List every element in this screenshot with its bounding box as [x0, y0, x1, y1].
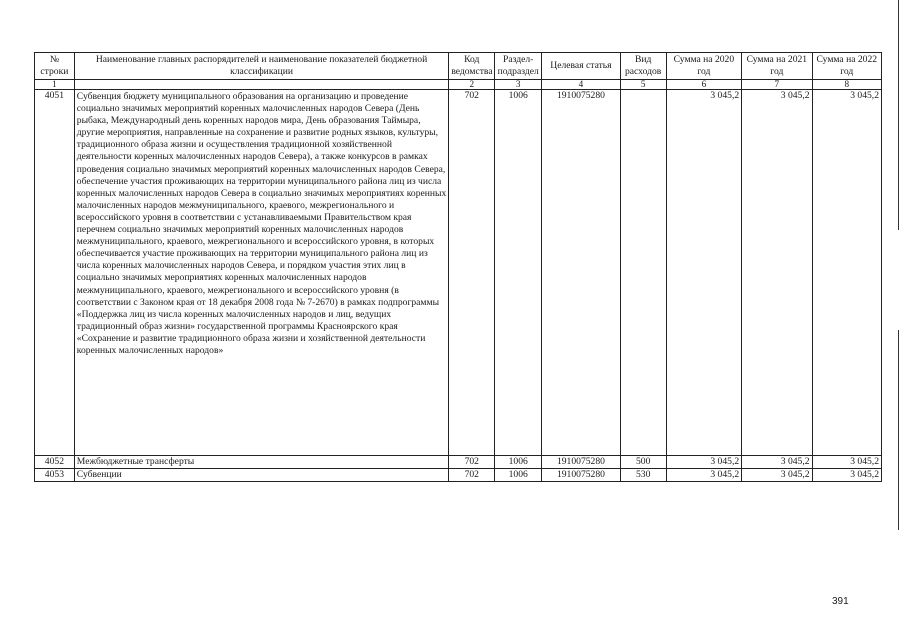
column-number-8: 8 — [812, 80, 881, 90]
row-expense-type: 530 — [620, 469, 666, 482]
column-number-row — [35, 80, 882, 90]
budget-table — [34, 52, 882, 482]
page-number: 391 — [832, 596, 849, 607]
row-sum-2021: 3 045,2 — [742, 456, 812, 469]
table-row — [35, 456, 882, 469]
scan-edge-line — [898, 0, 899, 230]
header-name: Наименование главных распорядителей и наименование показателей бюджетной классификации — [74, 53, 449, 80]
column-number-2: 2 — [449, 80, 495, 90]
row-number: 4051 — [35, 90, 75, 456]
row-sum-2022: 3 045,2 — [812, 456, 881, 469]
row-dept-code: 702 — [449, 90, 495, 456]
header-expense-type: Вид расходов — [620, 53, 666, 80]
row-dept-code: 702 — [449, 456, 495, 469]
row-expense-type: 500 — [620, 456, 666, 469]
row-sum-2021: 3 045,2 — [742, 469, 812, 482]
column-number-7: 7 — [742, 80, 812, 90]
row-number: 4052 — [35, 456, 75, 469]
row-name: Субвенция бюджету муниципального образования на организацию и проведение социально значимых мероприятий коренных малочисленных народов Севера (День рыбака, Международный день коренных народов мира, День образования Таймыра, другие мероприятия, направленные на сохранение и развитие родных языков, культуры, традиционного образа жизни и осуществления традиционной хозяйственной деятельности коренных малочисленных народов Севера), а также конкурсов в рамках проведения социально значимых мероприятий коренных малочисленных народов Севера, обеспечение участия проживающих на территории муниципального района лиц из числа коренных малочисленных народов Севера в социально значимых мероприятиях коренных малочисленных народов межмуниципального, краевого, межрегионального и всероссийского уровня в соответствии с устанавливаемыми Правительством края перечнем социально значимых мероприятий коренных малочисленных народов межмуниципального, краевого, межрегионального и всероссийского уровня, в которых обеспечивается участие проживающих на территории муниципального района лиц из числа коренных малочисленных народов Севера, и порядком участия этих лиц в социально значимых мероприятиях коренных малочисленных народов межмуниципального, краевого, межрегионального и всероссийского уровня (в соответствии с Законом края от 18 декабря 2008 года № 7-2670) в рамках подпрограммы «Поддержка лиц из числа коренных малочисленных народов и лиц, ведущих традиционный образ жизни» государственной программы Красноярского края «Сохранение и развитие традиционного образа жизни и хозяйственной деятельности коренных малочисленных народов» — [74, 90, 449, 456]
row-name: Межбюджетные трансферты — [74, 456, 449, 469]
header-dept-code: Код ведомства — [449, 53, 495, 80]
row-sum-2022: 3 045,2 — [812, 90, 881, 456]
column-number-6: 6 — [666, 80, 742, 90]
header-sum-2020: Сумма на 2020 год — [666, 53, 742, 80]
row-target: 1910075280 — [542, 469, 621, 482]
row-section: 1006 — [495, 456, 542, 469]
row-sum-2020: 3 045,2 — [666, 456, 742, 469]
scan-edge-line — [898, 330, 899, 530]
header-target: Целевая статья — [542, 53, 621, 80]
column-number-1: 1 — [35, 80, 75, 90]
row-number: 4053 — [35, 469, 75, 482]
row-name: Субвенции — [74, 469, 449, 482]
row-sum-2020: 3 045,2 — [666, 469, 742, 482]
row-section: 1006 — [495, 469, 542, 482]
row-sum-2022: 3 045,2 — [812, 469, 881, 482]
header-sum-2021: Сумма на 2021 год — [742, 53, 812, 80]
column-number-1b — [74, 80, 449, 90]
column-number-4: 4 — [542, 80, 621, 90]
row-target: 1910075280 — [542, 456, 621, 469]
table-row — [35, 90, 882, 456]
row-sum-2021: 3 045,2 — [742, 90, 812, 456]
column-number-3: 3 — [495, 80, 542, 90]
row-target: 1910075280 — [542, 90, 621, 456]
header-row — [35, 53, 882, 80]
header-section: Раздел-подраздел — [495, 53, 542, 80]
column-number-5: 5 — [620, 80, 666, 90]
row-expense-type — [620, 90, 666, 456]
row-dept-code: 702 — [449, 469, 495, 482]
header-row-no: № строки — [35, 53, 75, 80]
table-row — [35, 469, 882, 482]
row-section: 1006 — [495, 90, 542, 456]
row-sum-2020: 3 045,2 — [666, 90, 742, 456]
header-sum-2022: Сумма на 2022 год — [812, 53, 881, 80]
